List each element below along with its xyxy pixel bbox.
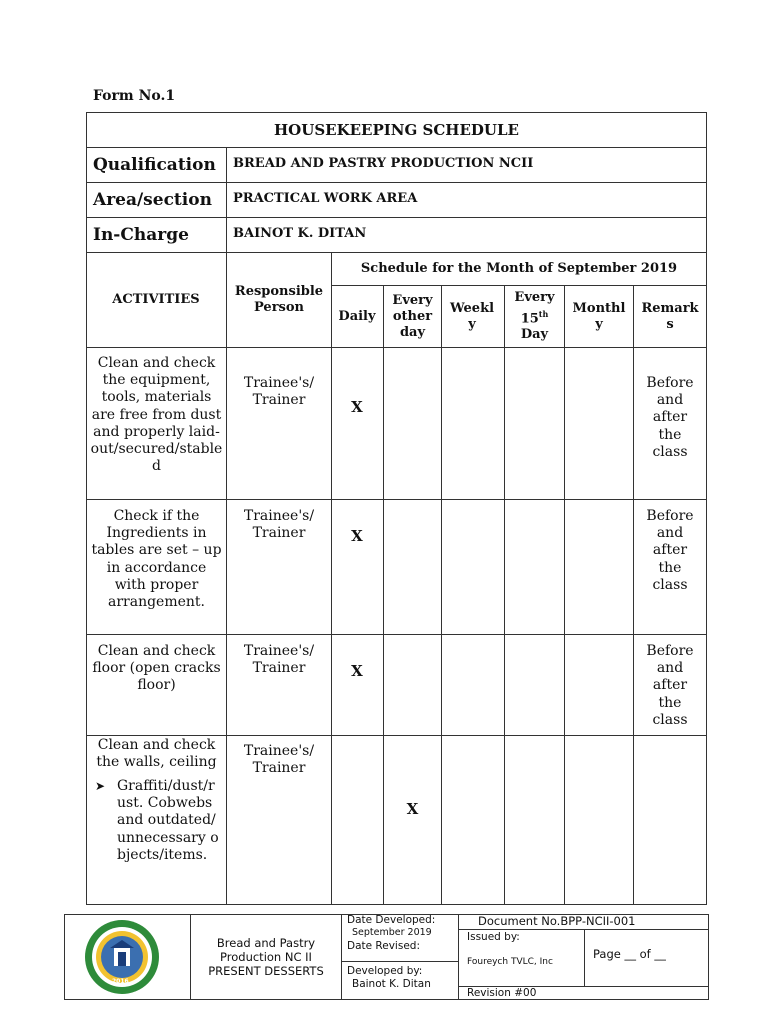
daily-mark: X xyxy=(351,398,363,416)
responsible-cell: Trainee's/ Trainer xyxy=(243,375,315,409)
area-section-label: Area/section xyxy=(93,189,212,210)
logo-year: 2016 xyxy=(112,978,129,985)
schedule-month-header: Schedule for the Month of September 2019 xyxy=(360,260,678,276)
remarks-cell: Before and after the class xyxy=(646,643,694,728)
date-developed-label: Date Developed: xyxy=(347,914,436,926)
every-15th-day-header xyxy=(505,286,564,347)
document-number: Document No.BPP-NCII-001 xyxy=(478,914,636,928)
activity-cell: Clean and check the equipment, tools, materials are free from dust and properly laid-out/secured/stabled xyxy=(90,355,223,475)
in-charge-value: BAINOT K. DITAN xyxy=(233,226,367,241)
daily-header: Daily xyxy=(338,308,376,324)
developed-by-label: Developed by: xyxy=(347,965,423,977)
responsible-cell: Trainee's/ Trainer xyxy=(243,743,315,777)
revision-number: Revision #00 xyxy=(467,987,537,999)
remarks-cell: Before and after the class xyxy=(646,508,694,593)
daily-mark: X xyxy=(351,527,363,545)
date-revised-label: Date Revised: xyxy=(347,940,420,952)
responsible-cell: Trainee's/ Trainer xyxy=(243,508,315,542)
remarks-header: Remark s xyxy=(641,300,699,332)
activity-cell: Clean and check the walls, ceiling xyxy=(96,737,217,771)
in-charge-label: In-Charge xyxy=(93,224,189,245)
activity-cell: Clean and check floor (open cracks floor) xyxy=(92,643,221,694)
every-15th-text: Every 15 xyxy=(514,289,555,327)
page-number: Page __ of __ xyxy=(593,947,666,961)
monthly-header: Monthl y xyxy=(572,300,626,332)
activity-cell: Check if the Ingredients in tables are set – up in accordance with proper arrangement. xyxy=(91,508,222,611)
form-number: Form No.1 xyxy=(93,88,176,104)
responsible-cell: Trainee's/ Trainer xyxy=(243,643,315,677)
issued-by-value: Foureych TVLC, Inc xyxy=(467,957,553,967)
activity-bullet xyxy=(95,778,223,864)
remarks-cell: Before and after the class xyxy=(646,375,694,460)
ordinal-suffix: th xyxy=(538,308,549,319)
every-other-day-header: Every other day xyxy=(392,292,433,340)
weekly-header: Weekl y xyxy=(449,300,495,332)
qualification-label: Qualification xyxy=(93,154,216,175)
day-text: Day xyxy=(520,327,549,343)
area-section-value: PRACTICAL WORK AREA xyxy=(233,191,418,206)
daily-mark: X xyxy=(351,662,363,680)
date-developed-value: September 2019 xyxy=(352,927,432,938)
developed-by-value: Bainot K. Ditan xyxy=(352,978,431,990)
every-other-day-mark: X xyxy=(406,800,419,818)
activities-header: ACTIVITIES xyxy=(112,291,200,307)
bullet-text: Graffiti/dust/rust. Cobwebs and outdated/unnecessary objects/items. xyxy=(117,778,219,863)
schedule-title: HOUSEKEEPING SCHEDULE xyxy=(274,120,519,139)
footer-course: Bread and Pastry Production NC II PRESENT DESSERTS xyxy=(208,936,324,978)
arrow-bullet-icon: ➤ xyxy=(95,779,106,793)
issued-by-label: Issued by: xyxy=(467,931,520,943)
responsible-header: Responsible Person xyxy=(234,283,324,315)
school-logo xyxy=(82,918,162,996)
qualification-value: BREAD AND PASTRY PRODUCTION NCII xyxy=(233,156,534,171)
